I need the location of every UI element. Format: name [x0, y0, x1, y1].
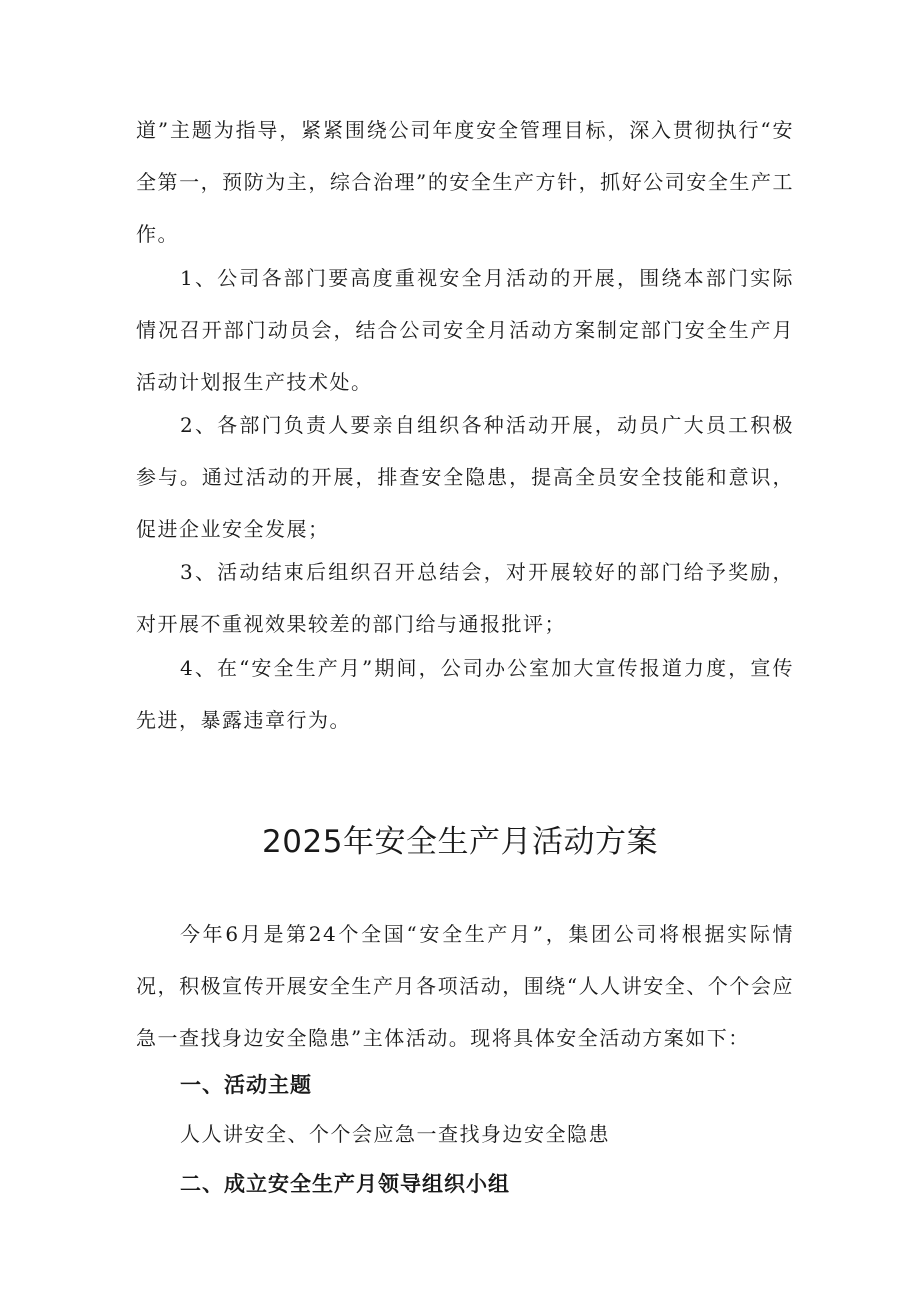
- section-heading-theme: 一、活动主题: [180, 1073, 312, 1097]
- paragraph-continuation: 道”主题为指导，紧紧围绕公司年度安全管理目标，深入贯彻执行“安全第一，预防为主，综合治理”的安全生产方针，抓好公司安全生产工作。: [136, 118, 794, 246]
- intro-paragraph: 今年6月是第24个全国“安全生产月”，集团公司将根据实际情况，积极宣传开展安全生产月各项活动，围绕“人人讲安全、个个会应急一查找身边安全隐患”主体活动。现将具体安全活动方案如下：: [136, 922, 794, 1050]
- paragraph-item-3: 3、活动结束后组织召开总结会，对开展较好的部门给予奖励，对开展不重视效果较差的部门给与通报批评；: [136, 560, 794, 636]
- section-text-theme: 人人讲安全、个个会应急一查找身边安全隐患: [180, 1122, 610, 1146]
- document-title: 2025年安全生产月活动方案: [262, 824, 658, 860]
- paragraph-item-1: 1、公司各部门要高度重视安全月活动的开展，围绕本部门实际情况召开部门动员会，结合公司安全月活动方案制定部门安全生产月活动计划报生产技术处。: [136, 266, 794, 394]
- section-heading-leadership-group: 二、成立安全生产月领导组织小组: [180, 1172, 510, 1196]
- paragraph-item-4: 4、在“安全生产月”期间，公司办公室加大宣传报道力度，宣传先进，暴露违章行为。: [136, 656, 794, 732]
- paragraph-item-2: 2、各部门负责人要亲自组织各种活动开展，动员广大员工积极参与。通过活动的开展，排查安全隐患，提高全员安全技能和意识，促进企业安全发展；: [136, 413, 794, 541]
